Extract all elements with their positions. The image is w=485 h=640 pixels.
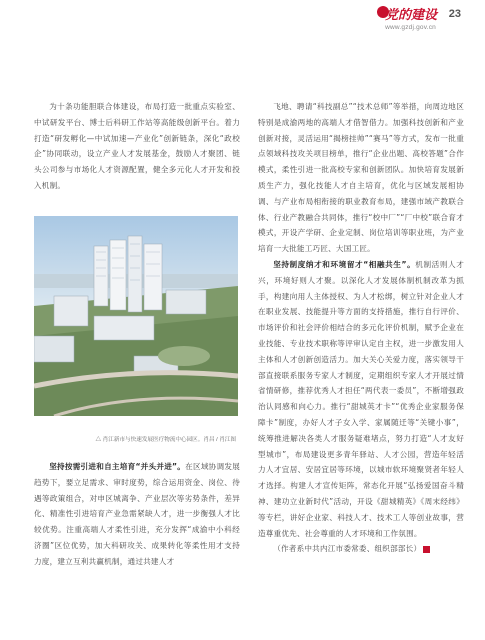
paragraph	[34, 459, 240, 570]
paragraph	[258, 257, 464, 541]
campus-aerial-photo	[34, 216, 238, 416]
author-attribution-line	[258, 541, 464, 557]
paragraph: 飞地、聘请“科技副总”“技术总师”等举措，向周边地区特别是成渝两地的高端人才借智借力。加强科技创新和产业创新对接，灵活运用“揭榜挂帅”“赛马”等方式，发布一批重点领域科技攻关项目榜单，推行“企业出题、高校答题”合作模式，柔性引进一批高校专家和创新团队。加快培育发展新质生产力，强化技能人才自主培育，优化与区域发展相协调、与产业布局相衔接的职业教育布局，建强市域产教联合体、行业产教融合共同体，推行“校中厂”“厂中校”联合育才模式，开设产学研、企业定制、岗位培训等职业班，为产业培育一大批能工巧匠、大国工匠。	[258, 102, 464, 254]
paragraph: 为十条功能胆联合体建设，布局打造一批重点实验室、中试研发平台、博士后科研工作站等高能级创新平台。着力打造“研发孵化—中试加速—产业化”创新链条，深化“政校企”协同联动，设立产业人才发展基金，鼓励人才聚团、链头公司参与市场化人才资源配置，健全多元化人才开发和投入机制。	[34, 102, 240, 190]
page-header	[0, 0, 485, 56]
paragraph-body: 机制活则人才兴，环境好则人才聚。以深化人才发展体制机制改革为抓手，构建向用人主体授权、为人才松绑，树立针对企业人才在职业发展、技能提升等方面的支持措施，推行自行评价、市场评价和社会评价相结合的多元化评价机制，赋予企业在业技能、专业技术职称等评审认定自主权，进一步激发用人主体和人才创新创造活力。加大关心关爱力度，落实领导干部直接联系服务专家人才制度，定期组织专家人才开展过情省情研修，推荐优秀人才担任“两代表一委员”，不断增强政治认同感和向心力。推行“甜城英才卡”“优秀企业家服务保障卡”制度，办好人才子女入学、家属随迁等“关键小事”，统筹推进解决各类人才服务疑难堵点，努力打造“人才友好型城市”，布局建设更多青年驿站、人才公园，营造年轻活力人才宜居、安居宜居等环境，以城市软环境聚贤者年轻人才选择。构建人才宣传矩阵，常态化开展“弘扬爱国奋斗精神、建功立业新时代”活动，开设《甜城精英》《周末经纬》等专栏，讲好企业家、科技人才、技术工人等创业故事，营造尊重优先、社会尊重的人才环境和工作氛围。	[258, 259, 464, 538]
paragraph-body: 在区域协调发展趋势下，要立足需求、审时度势，综合运用资金、岗位、待遇等政策组合，对申区城离争、产业层次等劣势条件，差异化、精准性引进培育产业急需紧缺人才，进一步衡强人才比较优势。注重高端人才柔性引进，充分发挥“成渝中小科经济圈”区位优势，加大科研攻关、成果转化等柔性用才支持力度，建立互利共赢机制，通过共建人才	[34, 462, 240, 566]
brand-title: 党的建设	[384, 8, 437, 23]
author-attribution: （作者系中共内江市委常委、组织部部长）	[273, 544, 422, 554]
right-column	[258, 99, 464, 557]
section-heading: 坚持制度纳才和环境留才“相融共生”。	[273, 259, 416, 269]
page-number: 23	[448, 8, 461, 20]
campus-aerial-illustration	[34, 216, 238, 416]
left-column-top	[34, 99, 240, 194]
brand-url: www.gzdj.gov.cn	[385, 24, 436, 31]
left-column-bottom	[34, 459, 240, 570]
article-end-icon	[423, 546, 430, 553]
photo-caption: △ 肖江新市与快速发展医疗物流中心园区。肖昌 / 肖江图	[95, 437, 236, 443]
section-heading: 坚持按需引进和自主培育“并头并进”。	[49, 462, 186, 471]
